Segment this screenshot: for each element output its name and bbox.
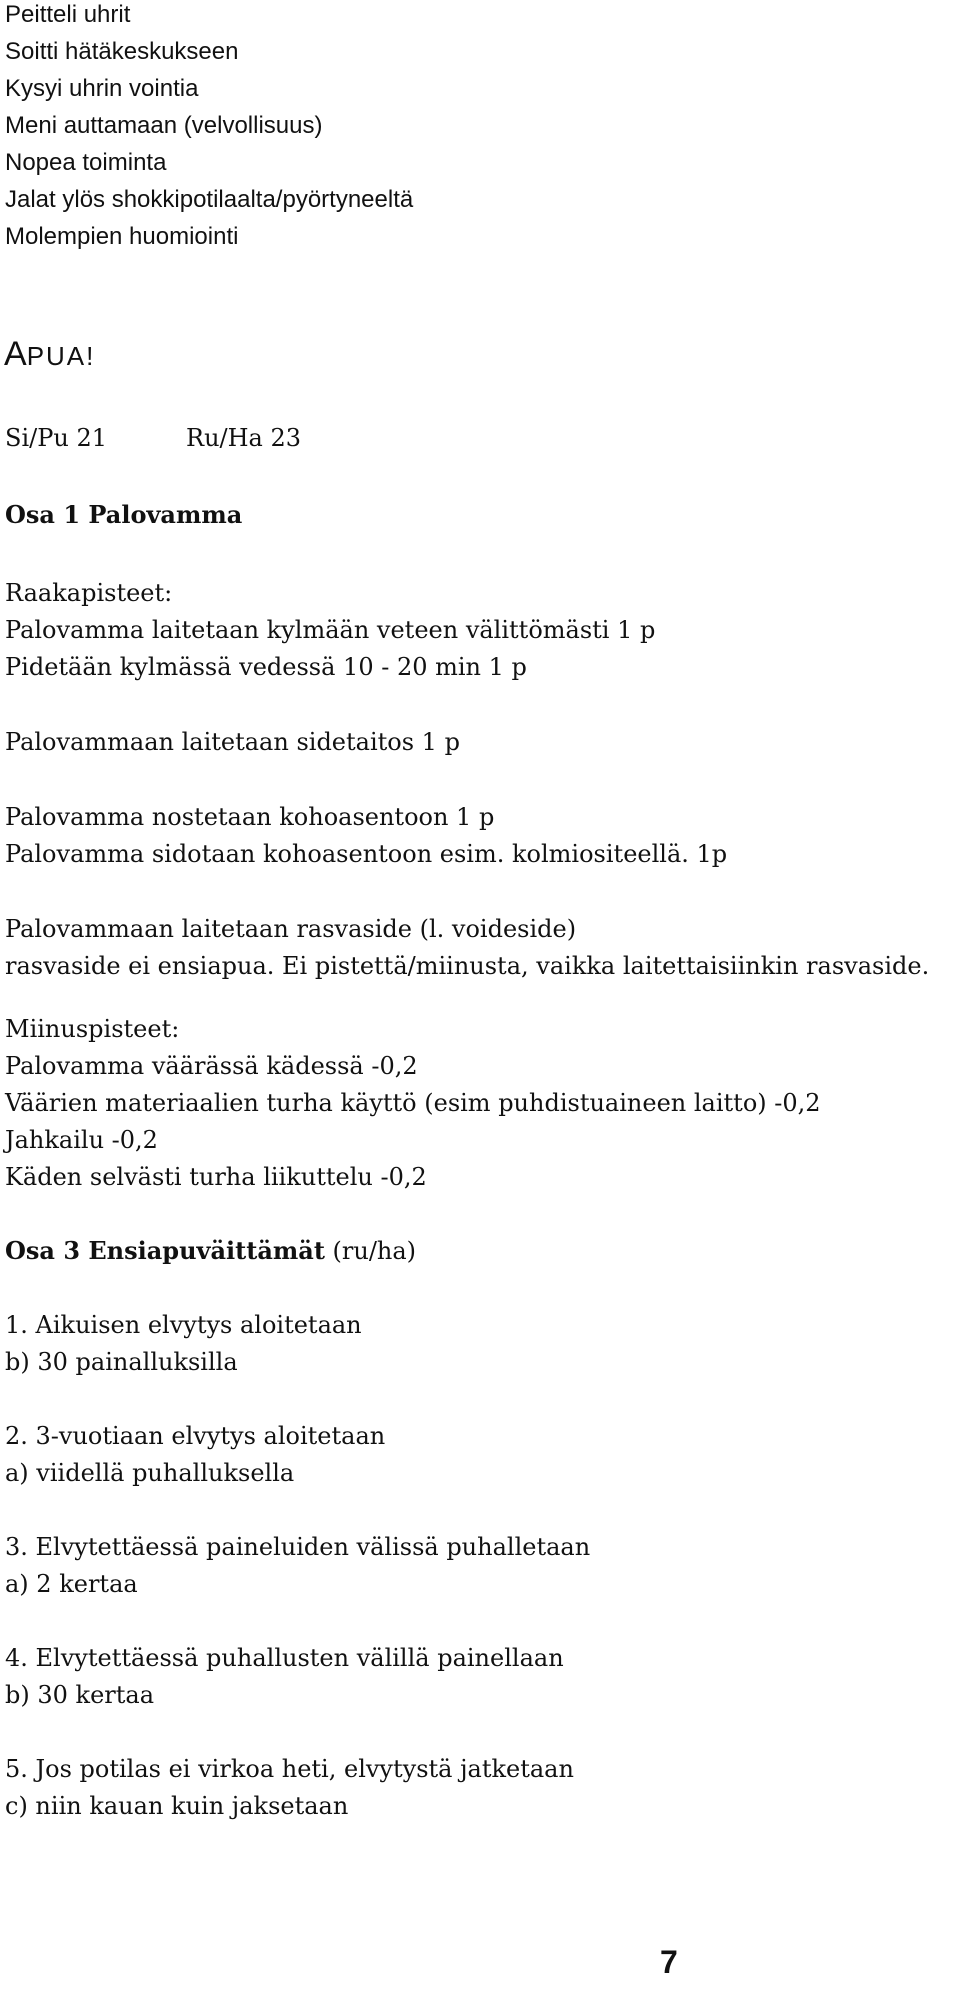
- question: 1. Aikuisen elvytys aloitetaan: [5, 1311, 362, 1339]
- raakapiste-item: Palovamma sidotaan kohoasentoon esim. kolmiositeellä. 1p: [5, 840, 728, 868]
- miinuspiste-item: Väärien materiaalien turha käyttö (esim puhdistuaineen laitto) -0,2: [5, 1089, 821, 1117]
- top-list-item: Peitteli uhrit: [5, 1, 131, 28]
- top-list-item: Molempien huomiointi: [5, 223, 239, 250]
- miinuspiste-item: Palovamma väärässä kädessä -0,2: [5, 1052, 418, 1080]
- top-list-item: Jalat ylös shokkipotilaalta/pyörtyneeltä: [5, 186, 414, 213]
- answer: b) 30 painalluksilla: [5, 1348, 238, 1376]
- apua-heading: [4, 334, 95, 380]
- score-right: Ru/Ha 23: [186, 424, 302, 452]
- question: 4. Elvytettäessä puhallusten välillä painellaan: [5, 1644, 564, 1672]
- section-title-osa1: Osa 1 Palovamma: [5, 500, 243, 529]
- miinuspiste-item: Jahkailu -0,2: [5, 1126, 158, 1154]
- raakapiste-item: Palovammaan laitetaan rasvaside (l. voideside): [5, 915, 577, 943]
- raakapiste-item: Palovamma nostetaan kohoasentoon 1 p: [5, 803, 495, 831]
- apua-first-letter: A: [4, 335, 27, 373]
- section-title-osa3: [5, 1236, 416, 1266]
- section-title-osa3-bold: Osa 3 Ensiapuväittämät: [5, 1236, 325, 1265]
- question: 2. 3-vuotiaan elvytys aloitetaan: [5, 1422, 386, 1450]
- raakapiste-item: Pidetään kylmässä vedessä 10 - 20 min 1 p: [5, 653, 527, 681]
- answer: c) niin kauan kuin jaksetaan: [5, 1792, 349, 1820]
- raakapiste-note: rasvaside ei ensiapua. Ei pistettä/miinusta, vaikka laitettaisiinkin rasvaside.: [5, 952, 930, 980]
- page-number: 7: [660, 1944, 678, 1980]
- question: 5. Jos potilas ei virkoa heti, elvytystä jatketaan: [5, 1755, 574, 1783]
- section-title-osa3-suffix: (ru/ha): [324, 1237, 417, 1265]
- miinuspiste-item: Käden selvästi turha liikuttelu -0,2: [5, 1163, 427, 1191]
- top-list-item: Soitti hätäkeskukseen: [5, 38, 239, 65]
- answer: a) 2 kertaa: [5, 1570, 138, 1598]
- answer: a) viidellä puhalluksella: [5, 1459, 295, 1487]
- top-list-item: Kysyi uhrin vointia: [5, 75, 199, 102]
- score-left: Si/Pu 21: [5, 424, 107, 452]
- top-list-item: Meni auttamaan (velvollisuus): [5, 112, 323, 139]
- answer: b) 30 kertaa: [5, 1681, 155, 1709]
- question: 3. Elvytettäessä paineluiden välissä puhalletaan: [5, 1533, 591, 1561]
- top-list-item: Nopea toiminta: [5, 149, 167, 176]
- raakapiste-item: Palovammaan laitetaan sidetaitos 1 p: [5, 728, 460, 756]
- raakapiste-item: Palovamma laitetaan kylmään veteen välittömästi 1 p: [5, 616, 656, 644]
- miinuspisteet-heading: Miinuspisteet:: [5, 1015, 180, 1043]
- apua-rest: PUA!: [26, 341, 96, 371]
- raakapisteet-heading: Raakapisteet:: [5, 579, 173, 607]
